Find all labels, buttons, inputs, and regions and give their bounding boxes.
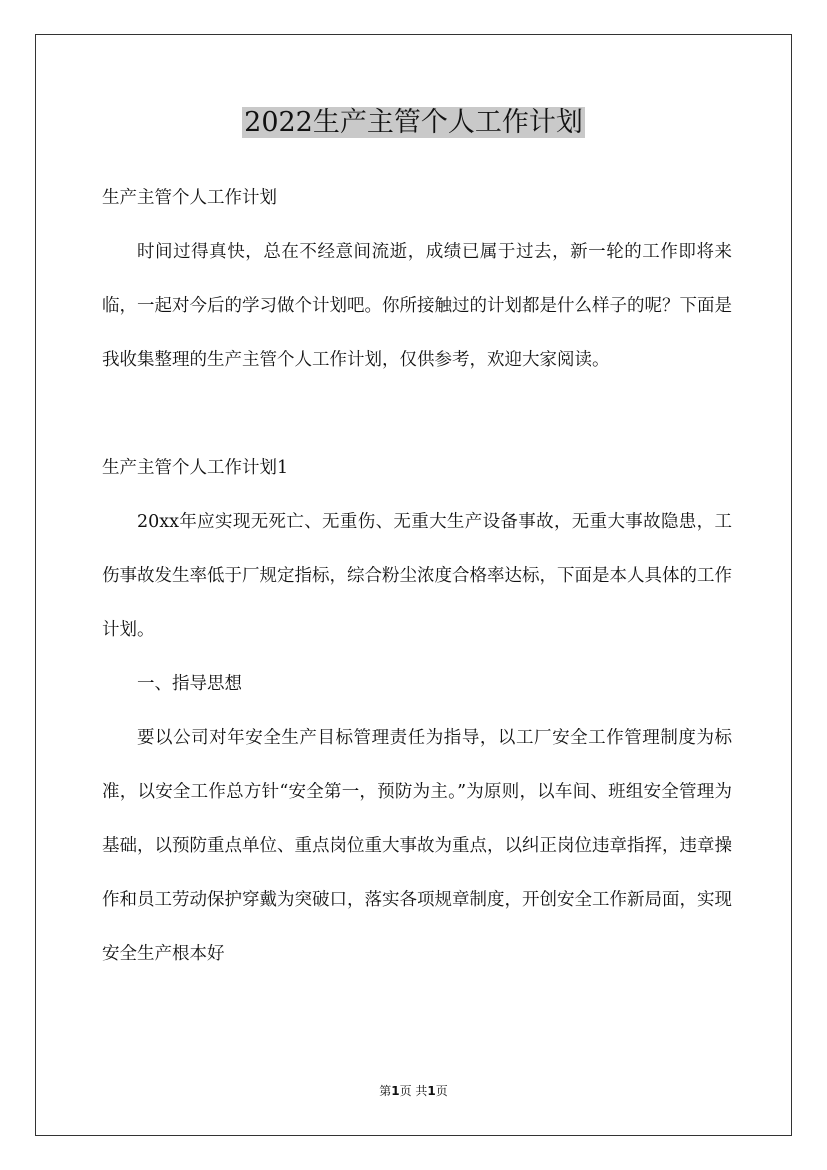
section-heading: 生产主管个人工作计划	[102, 188, 277, 208]
blank-line	[102, 387, 732, 441]
guiding-ideology-paragraph: 要以公司对年安全生产目标管理责任为指导，以工厂安全工作管理制度为标准，以安全工作总方针“安全第一，预防为主。”为原则，以车间、班组安全管理为基础，以预防重点单位、重点岗位重大事故为重点，以纠正岗位违章指挥，违章操作和员工劳动保护穿戴为突破口，落实各项规章制度，开创安全工作新局面，实现安全生产根本好	[102, 728, 732, 964]
footer-suffix: 页	[435, 1084, 448, 1098]
total-pages: 1	[427, 1084, 436, 1098]
footer-mid: 页 共	[399, 1084, 428, 1098]
page-number: 1	[391, 1084, 400, 1098]
page-footer	[0, 1083, 827, 1099]
footer-prefix: 第	[379, 1084, 392, 1098]
document-title: 2022生产主管个人工作计划	[244, 107, 583, 138]
goal-paragraph: 20xx年应实现无死亡、无重伤、无重大生产设备事故，无重大事故隐患，工伤事故发生率低于厂规定指标，综合粉尘浓度合格率达标，下面是本人具体的工作计划。	[102, 512, 732, 640]
document-body	[102, 171, 732, 981]
intro-paragraph: 时间过得真快，总在不经意间流逝，成绩已属于过去，新一轮的工作即将来临，一起对今后的学习做个计划吧。你所接触过的计划都是什么样子的呢？下面是我收集整理的生产主管个人工作计划，仅供参考，欢迎大家阅读。	[102, 242, 732, 370]
guiding-ideology-heading: 一、指导思想	[137, 674, 242, 694]
document-title-container	[0, 103, 827, 143]
plan-heading: 生产主管个人工作计划1	[102, 458, 289, 478]
